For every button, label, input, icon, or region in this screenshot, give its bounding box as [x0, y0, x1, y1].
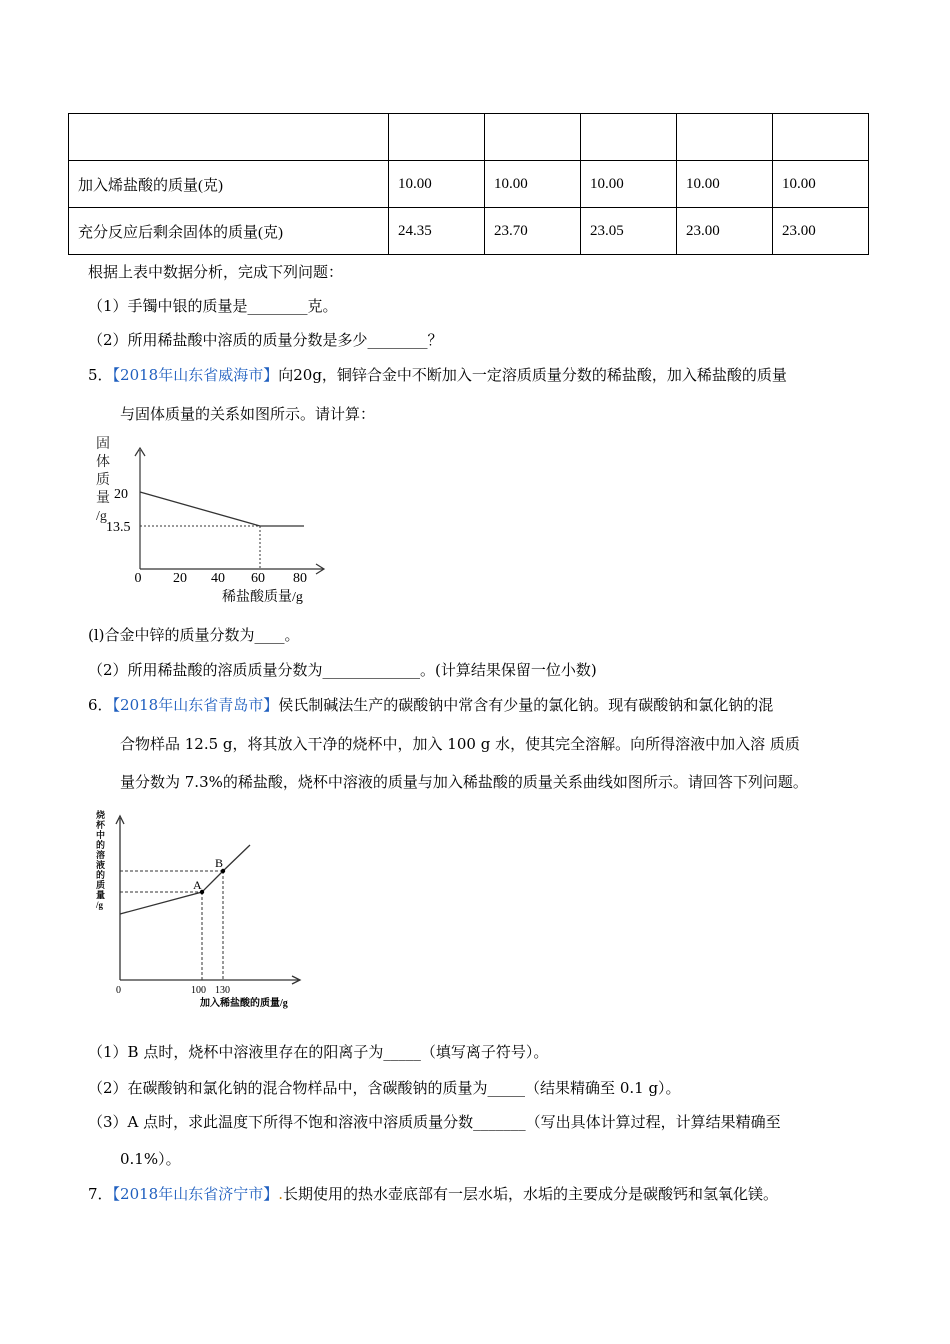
table-cell: 10.00: [389, 161, 485, 208]
table-cell: 23.00: [773, 208, 869, 255]
y-label-char: 的: [96, 870, 106, 880]
table-cell: [677, 114, 773, 161]
y-label-char: 液: [96, 860, 106, 870]
x-tick-label: 80: [293, 571, 307, 586]
y-label-char: 量: [96, 890, 106, 900]
table-cell: 24.35: [389, 208, 485, 255]
y-label-char: 杯: [96, 820, 106, 830]
question-number: 6．: [88, 696, 113, 714]
table-row: [69, 208, 869, 255]
x-tick-label: 20: [173, 571, 187, 586]
q6-sub1: （1）B 点时，烧杯中溶液里存在的阳离子为_____（填写离子符号）。: [88, 1043, 549, 1061]
x-tick-label: 0: [134, 571, 142, 586]
y-label-char: 固: [96, 437, 110, 452]
x-tick-label: 130: [215, 985, 230, 996]
y-label-char: 中: [96, 830, 106, 840]
q4-sub2: （2）所用稀盐酸中溶质的质量分数是多少________？: [88, 331, 443, 349]
table-cell: 10.00: [773, 161, 869, 208]
q6-sub3b: 0.1%）。: [120, 1150, 181, 1168]
table-cell: [389, 114, 485, 161]
solid-mass-line: [140, 492, 304, 526]
table-cell: [581, 114, 677, 161]
q6-line3: 量分数为 7.3%的稀盐酸，烧杯中溶液的质量与加入稀盐酸的质量关系曲线如图所示。请回答下列问题。: [120, 773, 808, 791]
q6-line2: 合物样品 12.5 g，将其放入干净的烧杯中，加入 100 g 水，使其完全溶解。向所得溶液中加入溶 质质: [120, 735, 800, 753]
point-b-label: B: [215, 856, 224, 870]
table-cell: [485, 114, 581, 161]
y-label-char: /g: [96, 900, 104, 910]
row-label: 加入烯盐酸的质量(克): [69, 161, 389, 208]
q6-sub3a: （3）A 点时，求此温度下所得不饱和溶液中溶质质量分数_______（写出具体计算过程，计算结果精确至: [88, 1113, 781, 1131]
q5-line1: [88, 365, 787, 385]
table-cell: [773, 114, 869, 161]
y-label-char: /g: [96, 509, 107, 524]
x-axis-label: 加入稀盐酸的质量/g: [200, 998, 288, 1009]
y-label-char: 烧: [96, 810, 106, 820]
y-label-char: 质: [96, 880, 106, 890]
q7-line1: [88, 1184, 778, 1204]
q6-sub2: （2）在碳酸钠和氯化钠的混合物样品中，含碳酸钠的质量为_____（结果精确至 0.1 g）。: [88, 1079, 681, 1097]
y-tick-label: 13.5: [106, 520, 131, 535]
row-label: 充分反应后剩余固体的质量(克): [69, 208, 389, 255]
origin-label: 0: [116, 985, 121, 996]
y-label-char: 量: [96, 491, 110, 506]
y-tick-label: 20: [114, 487, 128, 502]
table-row: [69, 161, 869, 208]
y-label-char: 溶: [96, 850, 106, 860]
data-table: [68, 113, 869, 255]
question-text: 向20g，铜锌合金中不断加入一定溶质质量分数的稀盐酸，加入稀盐酸的质量: [278, 366, 787, 384]
question-text: 侯氏制碱法生产的碳酸钠中常含有少量的氯化钠。现有碳酸钠和氯化钠的混: [278, 696, 774, 714]
table-cell: 10.00: [581, 161, 677, 208]
table-cell: 23.00: [677, 208, 773, 255]
q4-intro: 根据上表中数据分析，完成下列问题：: [88, 263, 344, 281]
source-tag: 【2018年山东省青岛市】: [112, 696, 279, 714]
solution-mass-chart: [90, 808, 320, 1018]
q5-sub2: （2）所用稀盐酸的溶质质量分数为_____________。(计算结果保留一位小数): [88, 661, 597, 679]
y-label-char: 的: [96, 840, 106, 850]
point-a-label: A: [193, 878, 202, 892]
question-text: 长期使用的热水壶底部有一层水垢，水垢的主要成分是碳酸钙和氢氧化镁。: [283, 1185, 779, 1203]
y-label-char: 体: [96, 455, 110, 470]
question-number: 7．: [88, 1185, 113, 1203]
q5-sub1: (l)合金中锌的质量分数为____。: [88, 626, 300, 644]
y-label-char: 质: [96, 473, 110, 488]
source-tag: 【2018年山东省济宁市】: [112, 1185, 279, 1203]
q6-line1: [88, 695, 773, 715]
x-tick-label: 100: [191, 985, 206, 996]
source-tag: 【2018年山东省威海市】: [112, 366, 279, 384]
x-tick-label: 40: [211, 571, 225, 586]
source-dot: .: [278, 1185, 284, 1203]
question-number: 5．: [88, 366, 113, 384]
table-cell: 10.00: [485, 161, 581, 208]
q5-line2: 与固体质量的关系如图所示。请计算：: [120, 405, 376, 423]
solution-mass-line: [120, 845, 250, 914]
table-cell: [69, 114, 389, 161]
x-axis-label: 稀盐酸质量/g: [222, 590, 303, 605]
x-tick-label: 60: [251, 571, 265, 586]
q4-sub1: （1）手镯中银的质量是________克。: [88, 297, 338, 315]
table-header-row: [69, 114, 869, 161]
table-cell: 10.00: [677, 161, 773, 208]
table-cell: 23.70: [485, 208, 581, 255]
table-cell: 23.05: [581, 208, 677, 255]
solid-mass-chart: [90, 436, 330, 608]
